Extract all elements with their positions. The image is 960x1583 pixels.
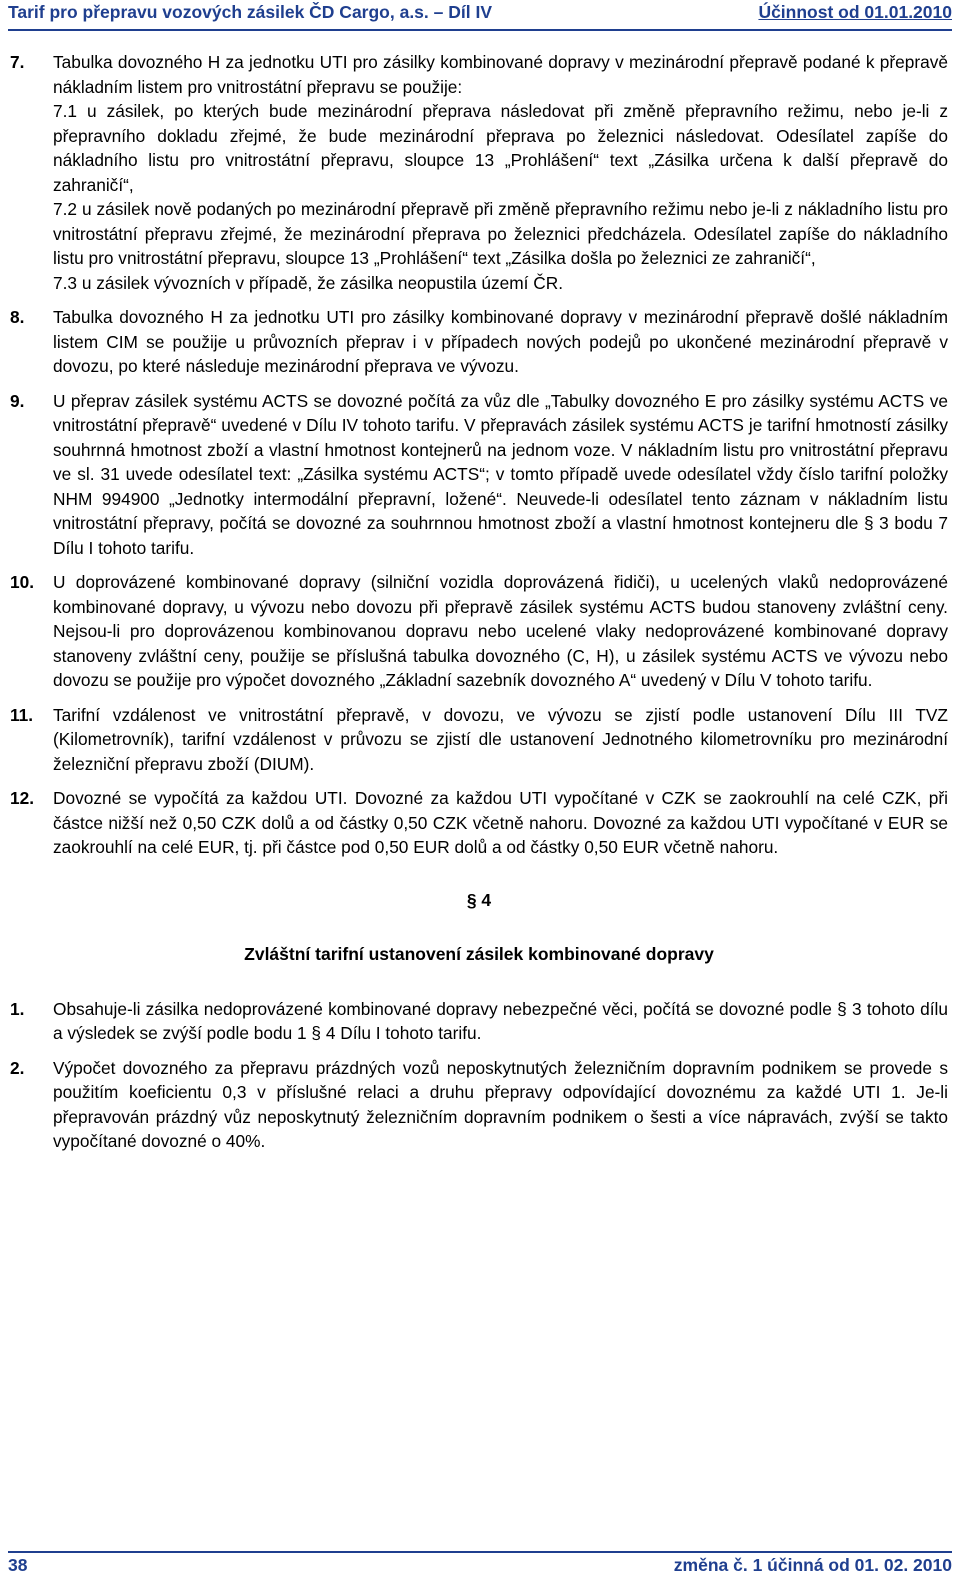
section-list-item-1 bbox=[10, 997, 948, 1046]
sub-item-7-3: 7.3 u zásilek vývozních v případě, že zásilka neopustila území ČR. bbox=[53, 272, 564, 293]
item-number: 1. bbox=[10, 998, 25, 1019]
section-mark: § 4 bbox=[466, 889, 492, 910]
list-item-11 bbox=[10, 703, 948, 777]
sub-item-7-1: 7.1 u zásilek, po kterých bude mezinárodní přeprava následovat při změně přepravního režimu, nebo je-li z přepravního dokladu zřejmé, že bude mezinárodní přeprava po železnici následovat. Odesílatel zapíše do nákladního listu pro vnitrostátní přepravu, sloupce 13 „Prohlášení“ text „Zásilka určena k další přepravě do zahraničí“, bbox=[53, 101, 948, 195]
list-item-7 bbox=[10, 50, 948, 295]
footer-divider bbox=[8, 1551, 952, 1553]
header-title: Tarif pro přepravu vozových zásilek ČD Cargo, a.s. – Díl IV bbox=[8, 2, 492, 22]
item-number: 11. bbox=[10, 704, 34, 725]
list-item-10 bbox=[10, 570, 948, 693]
page-footer bbox=[8, 1555, 952, 1579]
item-number: 10. bbox=[10, 572, 35, 592]
item-text: Obsahuje-li zásilka nedoprovázené kombinované dopravy nebezpečné věci, počítá se dovozné podle § 3 tohoto dílu a výsledek se zvýší podle bodu 1 § 4 Dílu I tohoto tarifu. bbox=[53, 998, 948, 1043]
item-number: 2. bbox=[10, 1057, 25, 1078]
page-header bbox=[8, 2, 952, 30]
item-text: U přeprav zásilek systému ACTS se dovozné počítá za vůz dle „Tabulky dovozného E pro zásilky systému ACTS ve vnitrostátní přepravě“ uvedené v Dílu IV tohoto tarifu. V přepravách zásilek systému ACTS je tarifní hmotností zásilky souhrnná hmotnost zboží a vlastní hmotnost kontejnerů na jednom voze. V nákladním listu pro vnitrostátní přepravu ve sl. 31 uvede odesílatel text: „Zásilka systému ACTS“; v tomto případě uvede odesílatel vždy číslo tarifní položky NHM 994900 „Jednotky intermodální přepravní, ložené“. Neuvede-li odesílatel tento záznam v nákladním listu vnitrostátní přepravy, počítá se dovozné za souhrnnou hmotnost zboží a vlastní hmotnost kontejneru dle § 3 bodu 7 Dílu I tohoto tarifu. bbox=[53, 390, 948, 558]
change-note: změna č. 1 účinná od 01. 02. 2010 bbox=[673, 1555, 952, 1575]
header-divider bbox=[8, 29, 952, 31]
item-text: Tabulka dovozného H za jednotku UTI pro zásilky kombinované dopravy v mezinárodní přepravě podané k přepravě nákladním listem pro vnitrostátní přepravu se použije: bbox=[53, 52, 948, 97]
list-item-9 bbox=[10, 389, 948, 561]
section-title: Zvláštní tarifní ustanovení zásilek kombinované dopravy bbox=[244, 944, 714, 964]
item-number: 12. bbox=[10, 788, 35, 808]
list-item-8 bbox=[10, 305, 948, 379]
item-number: 8. bbox=[10, 307, 25, 327]
item-text: U doprovázené kombinované dopravy (silniční vozidla doprovázená řidiči), u ucelených vlaků nedoprovázené kombinované dopravy, u vývozu nebo dovozu při přepravě zásilek systému ACTS budou stanoveny zvláštní ceny. Nejsou-li pro doprovázenou kombinovanou dopravu nebo ucelené vlaky nedoprovázené kombinované dopravy stanoveny zvláštní ceny, použije se příslušná tabulka dovozného (C, H), u zásilek systému ACTS ve vývozu nebo dovozu se použije pro výpočet dovozného „Základní sazebník dovozného A“ uvedený v Dílu V tohoto tarifu. bbox=[53, 572, 948, 690]
document-body bbox=[10, 50, 948, 1154]
sub-item-7-2: 7.2 u zásilek nově podaných po mezinárodní přepravě při změně přepravního režimu nebo je-li z nákladního listu pro vnitrostátní přepravu zřejmé, že mezinárodní přeprava po železnici předcházela. Odesílatel zapíše do nákladního listu pro vnitrostátní přepravu, sloupce 13 „Prohlášení“ text „Zásilka došla po železnici ze zahraničí“, bbox=[53, 199, 948, 268]
item-number: 7. bbox=[10, 52, 25, 72]
page-number: 38 bbox=[8, 1555, 28, 1575]
item-text: Výpočet dovozného za přepravu prázdných vozů neposkytnutých železničním dopravním podnikem se provede s použitím koeficientu 0,3 v příslušné relaci a druhu přepravy odpovídající dovoznému za každé UTI 1. Je-li přepravován prázdný vůz neposkytnutý železničním dopravním podnikem o šesti a více nápravách, zvýší se takto vypočítané dovozné o 40%. bbox=[53, 1057, 948, 1151]
item-number: 9. bbox=[10, 390, 25, 411]
item-text: Dovozné se vypočítá za každou UTI. Dovozné za každou UTI vypočítané v CZK se zaokrouhlí na celé CZK, při částce nižší než 0,50 CZK dolů a od částky 0,50 CZK včetně nahoru. Dovozné za každou UTI vypočítané v EUR se zaokrouhlí na celé EUR, tj. při částce pod 0,50 EUR dolů a od částky 0,50 EUR včetně nahoru. bbox=[53, 788, 948, 857]
item-text: Tabulka dovozného H za jednotku UTI pro zásilky kombinované dopravy v mezinárodní přepravě došlé nákladním listem CIM se použije u průvozních přeprav i v případech nových podejů po ukončené mezinárodní přepravě v dovozu, po které následuje mezinárodní přeprava ve vývozu. bbox=[53, 307, 948, 376]
list-item-12 bbox=[10, 786, 948, 860]
section-list-item-2 bbox=[10, 1056, 948, 1154]
item-text: Tarifní vzdálenost ve vnitrostátní přepravě, v dovozu, ve vývozu se zjistí podle ustanovení Dílu III TVZ (Kilometrovník), tarifní vzdálenost v průvozu se zjistí dle ustanovení Jednotného kilometrovníku pro mezinárodní železniční přepravu zboží (DIUM). bbox=[53, 704, 948, 774]
header-effective-date: Účinnost od 01.01.2010 bbox=[758, 2, 952, 22]
